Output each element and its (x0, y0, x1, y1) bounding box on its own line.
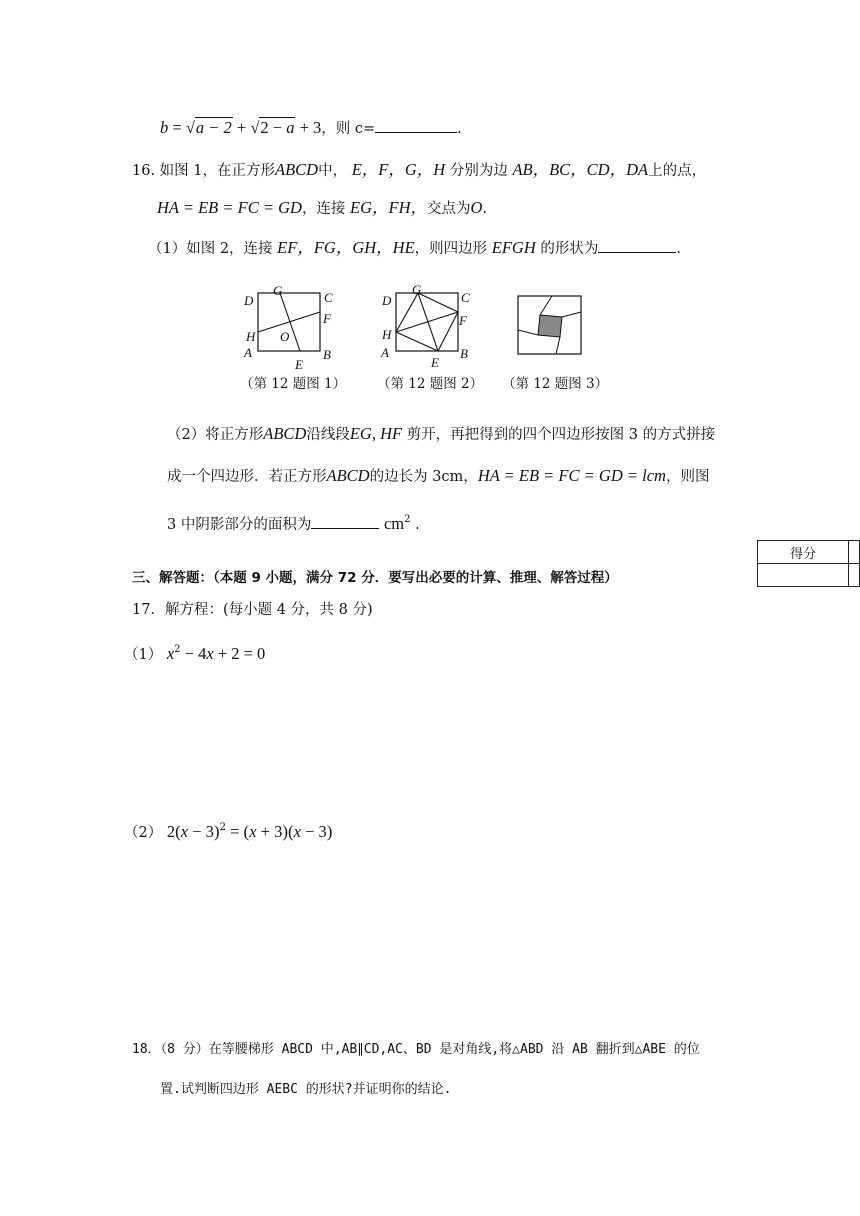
fig2-label-E: E (431, 355, 439, 370)
score-box (757, 540, 860, 587)
fig1-label-A: A (244, 345, 252, 360)
q16-number: 16. (132, 163, 156, 179)
q16-part2-line1: （2）将正方形ABCD沿线段EG, HF 剪开，再把得到的四个四边形按图 3 的方式拼接 (167, 424, 716, 443)
figure-3 (512, 290, 588, 362)
q18-line1: 18．（8 分）在等腰梯形 ABCD 中,AB∥CD,AC、BD 是对角线,将△ABD 沿 AB 翻折到△ABE 的位 (132, 1042, 700, 1057)
figure-1-caption: （第 12 题图 1） (240, 376, 347, 392)
figure-2 (376, 284, 476, 370)
figure-3-caption: （第 12 题图 3） (502, 376, 609, 392)
fig2-label-B: B (460, 346, 468, 361)
q16-part2-line2: 成一个四边形．若正方形ABCD的边长为 3cm，HA = EB = FC = GD = lcm，则图 (167, 466, 710, 485)
fig2-label-F: F (459, 313, 467, 328)
section3-heading: 三、解答题：（本题 9 小题，满分 72 分．要写出必要的计算、推理、解答过程） (132, 570, 618, 586)
fig1-label-F: F (323, 311, 331, 326)
fig2-label-A: A (381, 345, 389, 360)
q15-answer-blank[interactable] (375, 118, 457, 133)
fig1-label-O: O (280, 329, 290, 344)
fig1-label-D: D (244, 293, 254, 308)
q17-part2: （2） $2(x - 3)^2 = (x + 3)(x - 3)$ (124, 822, 333, 841)
score-label: 得分 (758, 541, 849, 564)
q16-line1: 16. 如图 1，在正方形ABCD中， E，F，G，H 分别为边 AB，BC，CD，DA上的点， (132, 160, 707, 179)
fig1-label-B: B (323, 347, 331, 362)
q18-line2: 置.试判断四边形 AEBC 的形状?并证明你的结论. (160, 1082, 452, 1097)
q16-line2: HA = EB = FC = GD，连接 EG，FH，交点为O. (157, 198, 488, 217)
fig1-label-C: C (324, 290, 333, 305)
score-value-cell[interactable] (849, 541, 860, 564)
fig2-label-D: D (382, 293, 392, 308)
q16-part1-answer-blank[interactable] (598, 238, 676, 253)
q17-part1: （1） $x^2 - 4x + 2 = 0$ (124, 644, 266, 663)
q16-part2-line3: 3 中阴影部分的面积为 $cm^2$ . (167, 514, 420, 533)
fig2-label-C: C (461, 290, 470, 305)
fig2-label-G: G (412, 284, 422, 297)
fig2-label-H: H (382, 327, 392, 342)
fig1-label-E: E (295, 357, 303, 370)
q16-part1: （1）如图 2，连接 EF，FG，GH，HE，则四边形 EFGH 的形状为 . (148, 238, 681, 257)
fig1-label-G: G (273, 284, 283, 298)
score-grader-cell[interactable] (758, 564, 849, 587)
fig1-label-H: H (246, 329, 256, 344)
q17-title: 17．解方程：(每小题 4 分，共 8 分) (132, 602, 373, 618)
q15-suffix: ，则 c= (321, 121, 376, 137)
q16-part2-answer-blank[interactable] (311, 514, 379, 529)
q15-formula-line: b = √a − 2 + √2 − a + 3，则 c= . (160, 118, 462, 137)
figure-1 (238, 284, 338, 370)
figure-2-caption: （第 12 题图 2） (377, 376, 484, 392)
